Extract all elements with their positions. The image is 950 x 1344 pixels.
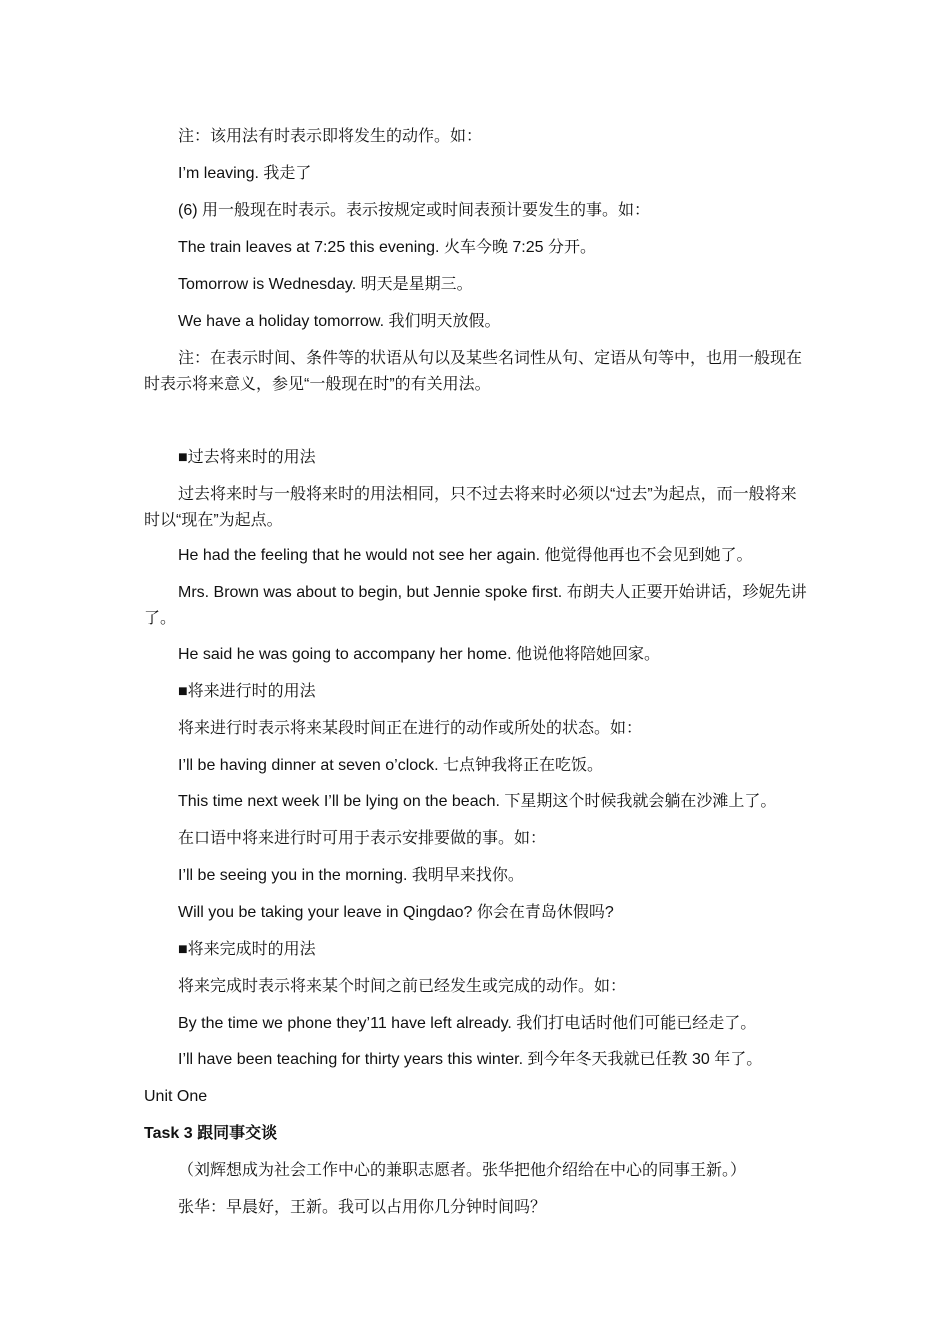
unit-title: Unit One [144,1088,208,1105]
example-sentence: The train leaves at 7:25 this evening. 火车今晚 7:25 分开。 [178,239,596,256]
section-heading: ■将来进行时的用法 [178,683,316,700]
example-sentence: Tomorrow is Wednesday. 明天是星期三。 [178,276,473,293]
note-paragraph: 注：该用法有时表示即将发生的动作。如： [178,128,483,145]
scene-description: （刘辉想成为社会工作中心的兼职志愿者。张华把他介绍给在中心的同事王新。） [178,1162,747,1179]
rule-paragraph: 将来完成时表示将来某个时间之前已经发生或完成的动作。如： [178,978,627,995]
example-sentence: He had the feeling that he would not see her again. 他觉得他再也不会见到她了。 [178,547,753,564]
task-title: Task 3 跟同事交谈 [144,1125,278,1142]
example-sentence: This time next week I’ll be lying on the beach. 下星期这个时候我就会躺在沙滩上了。 [178,793,777,810]
example-sentence: He said he was going to accompany her home. 他说他将陪她回家。 [178,646,660,663]
section-heading: ■将来完成时的用法 [178,941,316,958]
example-sentence: I’ll have been teaching for thirty years this winter. 到今年冬天我就已任教 30 年了。 [178,1051,763,1068]
rule-paragraph: 在口语中将来进行时可用于表示安排要做的事。如： [178,830,547,847]
note-paragraph: 注：在表示时间、条件等的状语从句以及某些名词性从句、定语从句等中，也用一般现在时表示将来意义，参见“一般现在时”的有关用法。 [144,350,803,393]
example-sentence: By the time we phone they’11 have left already. 我们打电话时他们可能已经走了。 [178,1015,757,1032]
example-sentence: I’m leaving. 我走了 [178,165,312,182]
rule-paragraph: (6) 用一般现在时表示。表示按规定或时间表预计要发生的事。如： [178,202,651,219]
example-sentence: Will you be taking your leave in Qingdao? 你会在青岛休假吗? [178,904,614,921]
example-sentence: Mrs. Brown was about to begin, but Jennie spoke first. 布朗夫人正要开始讲话，珍妮先讲了。 [144,584,807,627]
rule-paragraph: 将来进行时表示将来某段时间正在进行的动作或所处的状态。如： [178,720,643,737]
example-sentence: I’ll be having dinner at seven o’clock. 七点钟我将正在吃饭。 [178,757,604,774]
example-sentence: We have a holiday tomorrow. 我们明天放假。 [178,313,501,330]
section-heading: ■过去将来时的用法 [178,449,316,466]
example-sentence: I’ll be seeing you in the morning. 我明早来找你。 [178,867,524,884]
dialogue-line: 张华：早晨好，王新。我可以占用你几分钟时间吗？ [178,1199,547,1216]
rule-paragraph: 过去将来时与一般将来时的用法相同，只不过去将来时必须以“过去”为起点，而一般将来时以“现在”为起点。 [144,486,797,529]
